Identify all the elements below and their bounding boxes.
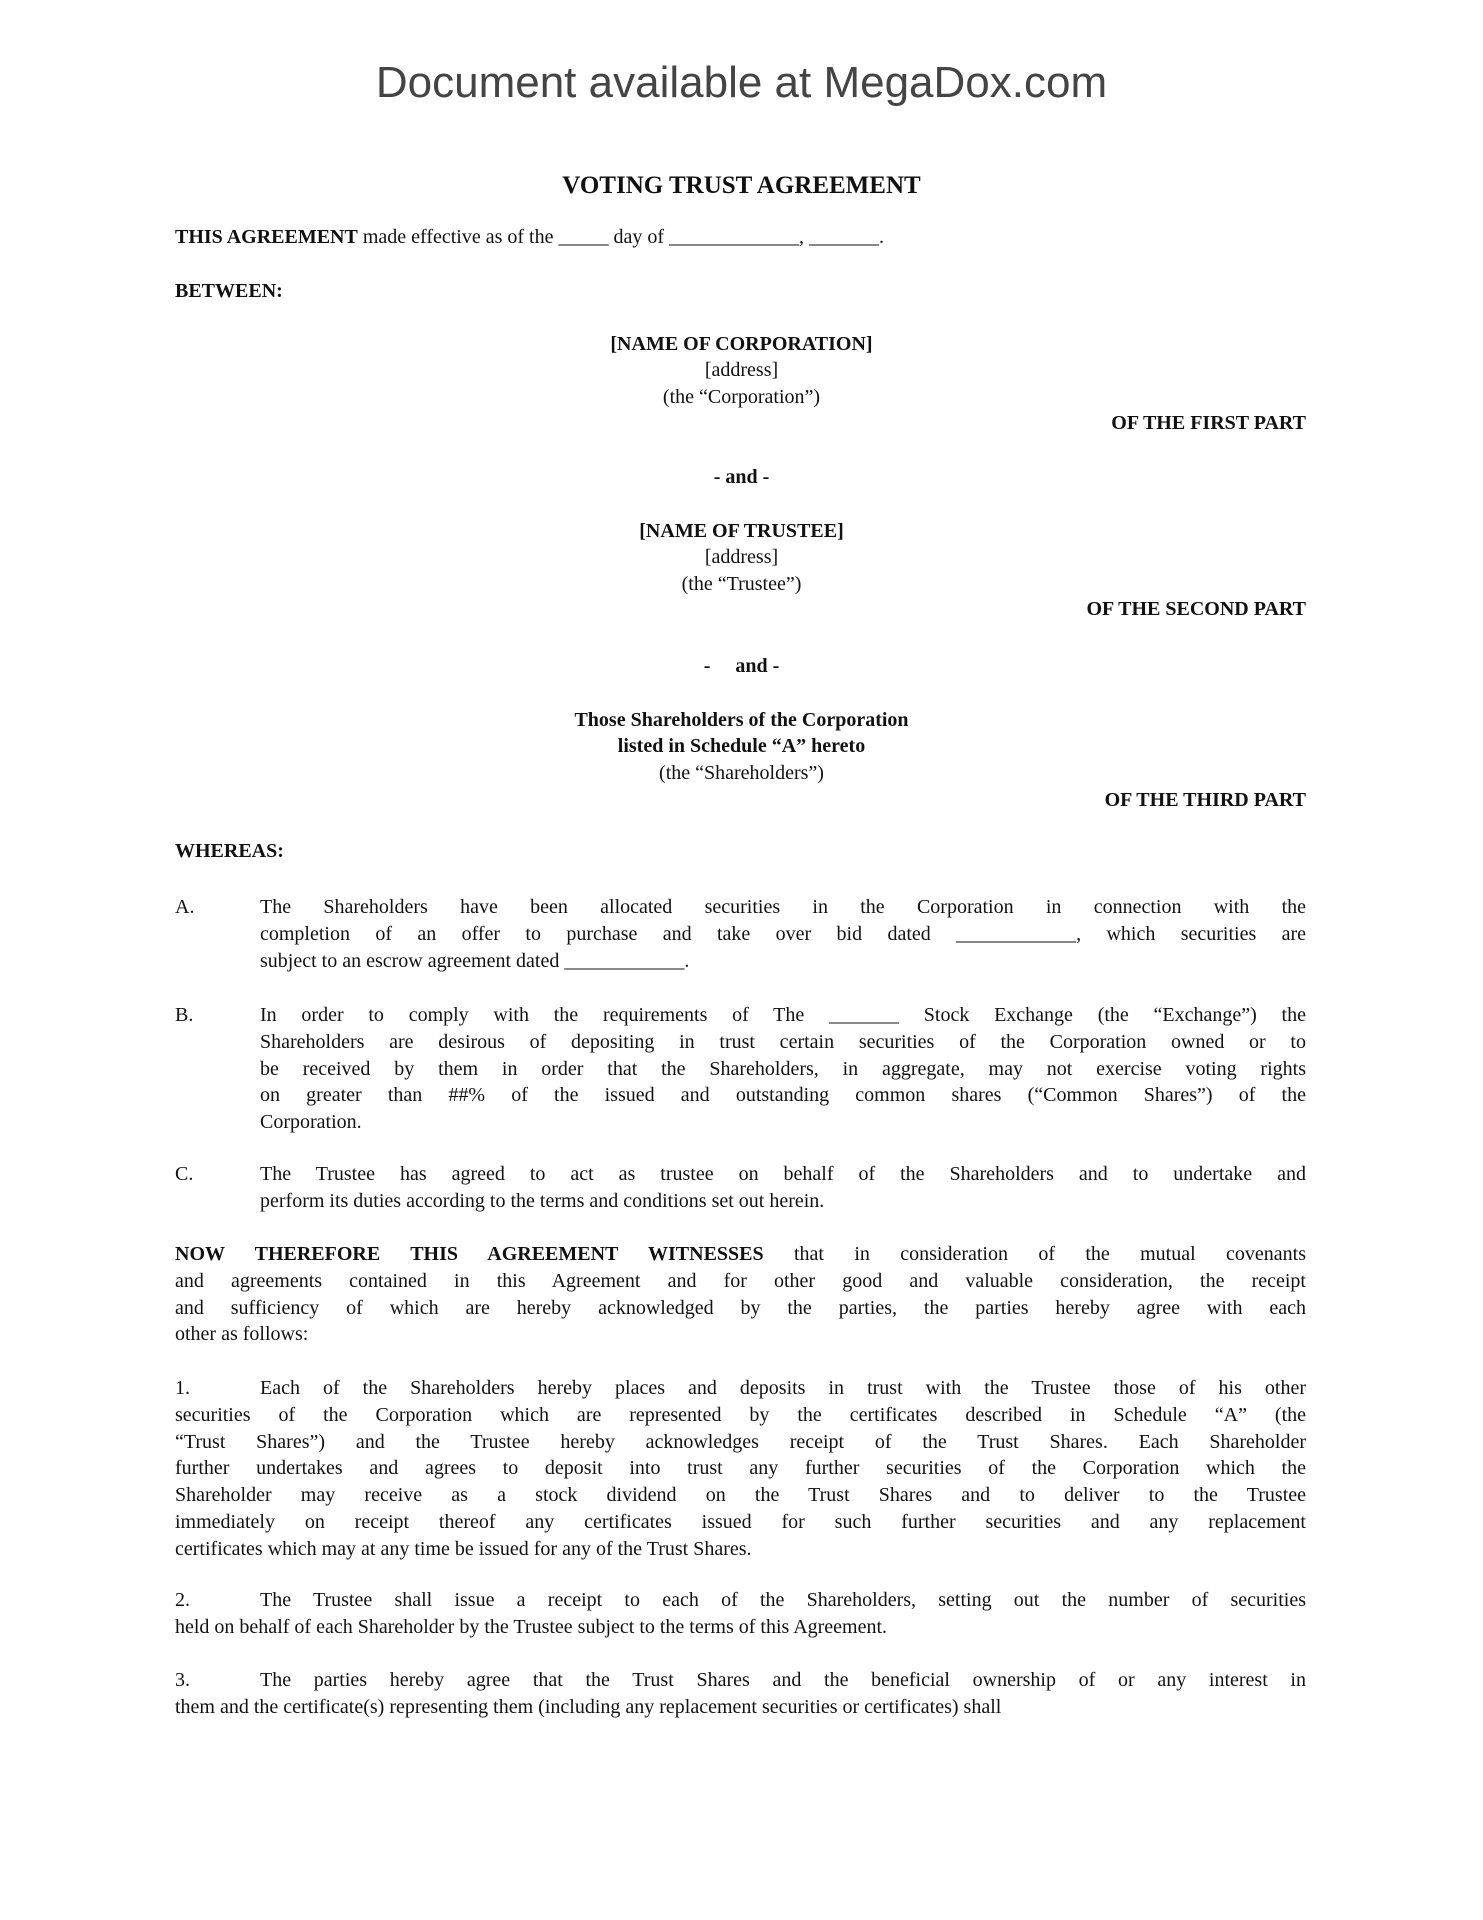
bold-lead: NOW THEREFORE THIS AGREEMENT WITNESSES [175, 1243, 764, 1265]
line-text: “Trust Shares”) and the Trustee hereby acknowledges receipt of the Trust Shares. Each Shareholder [175, 1430, 1306, 1453]
intro-rest: made effective as of the _____ day of _____________, _______. [357, 226, 885, 248]
clause-2 [175, 1587, 1306, 1641]
text-line [175, 1295, 1306, 1322]
text-line [175, 1402, 1306, 1429]
recital-a [260, 894, 1306, 974]
text-line [260, 894, 1306, 921]
text-line [260, 1161, 1306, 1188]
text-line [260, 948, 1306, 975]
line-text: Shareholder may receive as a stock dividend on the Trust Shares and to deliver to the Trustee [175, 1484, 1306, 1507]
text-line [175, 1536, 1306, 1563]
party-2-alias: (the “Trustee”) [681, 573, 802, 595]
text-line [260, 1109, 1306, 1136]
text-line [175, 1268, 1306, 1295]
text-line [260, 1188, 1306, 1215]
witnesses-paragraph [175, 1241, 1306, 1348]
recital-a-label: A. [175, 896, 195, 918]
line-text: The Trustee has agreed to act as trustee on behalf of the Shareholders and to undertake and [260, 1163, 1306, 1185]
recital-c-label: C. [175, 1163, 194, 1185]
line-text: and agreements contained in this Agreement and for other good and valuable consideration, the receipt [175, 1269, 1306, 1292]
text-line [260, 921, 1306, 948]
intro-bold: THIS AGREEMENT [175, 226, 358, 248]
party-1-part: OF THE FIRST PART [1111, 412, 1306, 434]
line-text: immediately on receipt thereof any certificates issued for such further securities and any replacement [175, 1510, 1306, 1533]
document-title: VOTING TRUST AGREEMENT [562, 172, 921, 199]
text-line [260, 1056, 1306, 1083]
text-line [175, 1321, 1306, 1348]
party-1-address: [address] [704, 359, 779, 381]
party-1-alias: (the “Corporation”) [662, 386, 821, 408]
line-text: them and the certificate(s) representing them (including any replacement securities or certificates) shall [175, 1695, 1002, 1718]
line-text: certificates which may at any time be issued for any of the Trust Shares. [175, 1537, 752, 1560]
text-line [175, 1667, 1306, 1694]
watermark-header: Document available at MegaDox.com [375, 58, 1108, 107]
party-3-name-line2: listed in Schedule “A” hereto [617, 735, 866, 757]
line-text: Shareholders are desirous of depositing in trust certain securities of the Corporation owned or to [260, 1030, 1306, 1053]
whereas-label: WHEREAS: [175, 840, 284, 862]
line-text: The Trustee shall issue a receipt to each of the Shareholders, setting out the number of securities [260, 1589, 1306, 1611]
line-text: perform its duties according to the terms and conditions set out herein. [260, 1189, 825, 1212]
party-3-part: OF THE THIRD PART [1104, 789, 1306, 811]
line-text: subject to an escrow agreement dated ____________. [260, 949, 690, 972]
clause-1 [175, 1375, 1306, 1563]
party-2-name: [NAME OF TRUSTEE] [639, 520, 844, 542]
party-1-name: [NAME OF CORPORATION] [610, 333, 873, 355]
text-line [175, 1694, 1306, 1721]
line-text: other as follows: [175, 1323, 309, 1346]
line-text: The parties hereby agree that the Trust Shares and the beneficial ownership of or any interest in [260, 1669, 1306, 1691]
line-text: held on behalf of each Shareholder by the Trustee subject to the terms of this Agreement. [175, 1615, 888, 1638]
line-text: completion of an offer to purchase and take over bid dated ____________, which securities are [260, 922, 1306, 945]
line-text: The Shareholders have been allocated securities in the Corporation in connection with the [260, 896, 1306, 918]
line-text: Each of the Shareholders hereby places and deposits in trust with the Trustee those of his other [260, 1377, 1306, 1399]
text-line [260, 1029, 1306, 1056]
text-line [175, 1482, 1306, 1509]
text-line [260, 1002, 1306, 1029]
clause-number: 2. [175, 1589, 190, 1611]
party-3-alias: (the “Shareholders”) [659, 762, 824, 784]
clause-3 [175, 1667, 1306, 1721]
between-label: BETWEEN: [175, 280, 283, 302]
text-line [175, 1587, 1306, 1614]
line-text: that in consideration of the mutual covenants [763, 1243, 1306, 1265]
recital-c [260, 1161, 1306, 1215]
recital-b-label: B. [175, 1004, 194, 1026]
party-2-part: OF THE SECOND PART [1086, 598, 1306, 620]
text-line [175, 1455, 1306, 1482]
text-line [260, 1082, 1306, 1109]
text-line [175, 1429, 1306, 1456]
text-line [175, 1614, 1306, 1641]
intro-line [175, 224, 884, 251]
line-text: securities of the Corporation which are represented by the certificates described in Schedule “A” (the [175, 1403, 1306, 1426]
and-separator-1: - and - [713, 466, 770, 488]
text-line [175, 1241, 1306, 1268]
clause-number: 3. [175, 1669, 190, 1691]
party-2-address: [address] [704, 546, 779, 568]
line-text: Corporation. [260, 1111, 362, 1134]
line-text: on greater than ##% of the issued and outstanding common shares (“Common Shares”) of the [260, 1084, 1306, 1107]
recital-b [260, 1002, 1306, 1136]
line-text: be received by them in order that the Shareholders, in aggregate, may not exercise voting rights [260, 1057, 1306, 1080]
line-text: and sufficiency of which are hereby acknowledged by the parties, the parties hereby agree with each [175, 1296, 1306, 1319]
and-separator-2: - and - [703, 655, 780, 677]
text-line [175, 1509, 1306, 1536]
line-text: In order to comply with the requirements of The _______ Stock Exchange (the “Exchange”) the [260, 1004, 1306, 1026]
line-text: further undertakes and agrees to deposit into trust any further securities of the Corporation which the [175, 1457, 1306, 1480]
text-line [175, 1375, 1306, 1402]
party-3-name: Those Shareholders of the Corporation [574, 709, 909, 731]
clause-number: 1. [175, 1377, 190, 1399]
